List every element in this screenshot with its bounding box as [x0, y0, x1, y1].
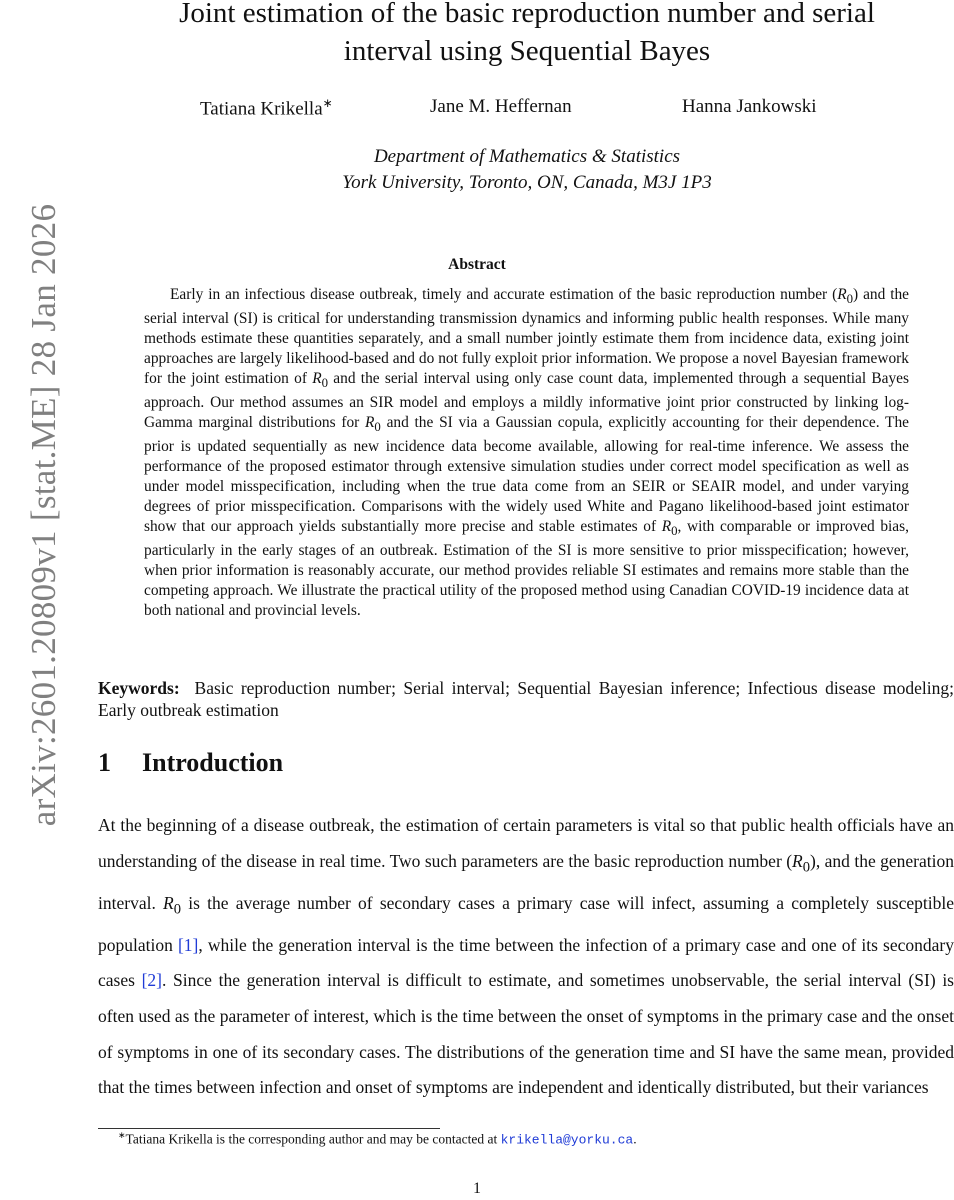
keywords-text: Basic reproduction number; Serial interval; Sequential Bayesian inference; Infectious disease modeling; Early outbreak estimation: [98, 678, 954, 720]
affiliation-line-2: York University, Toronto, ON, Canada, M3J 1P3: [342, 172, 712, 193]
section-number: 1: [98, 748, 111, 777]
citation-link-2[interactable]: [2]: [141, 970, 162, 991]
abstract-heading: Abstract: [448, 256, 506, 273]
section-title: Introduction: [142, 748, 284, 777]
paper-title: [120, 0, 934, 70]
section-heading-introduction: [98, 748, 283, 778]
keywords: [98, 677, 954, 721]
author-list: [0, 96, 954, 122]
affiliation-line-1: Department of Mathematics & Statistics: [373, 146, 681, 167]
page-number: 1: [473, 1180, 481, 1197]
citation-link-1[interactable]: [1]: [177, 934, 199, 955]
keywords-label: Keywords:: [98, 678, 180, 698]
affiliation: [120, 144, 934, 196]
author-footnote-mark: ∗: [322, 96, 333, 110]
author-1: Tatiana Krikella∗: [200, 96, 333, 120]
title-line-1: Joint estimation of the basic reproduction number and serial: [179, 0, 875, 29]
email-link[interactable]: krikella@yorku.ca: [500, 1132, 634, 1148]
introduction-paragraph: At the beginning of a disease outbreak, the estimation of certain parameters is vital so that public health officials have an understanding of the disease in real time. Two such parameters are the basic reproduction number $(R_0)$, and the generation interval. $R_0$ is the average number of secondary cases a primary case will infect, assuming a completely susceptible population [1], while the generation interval is the time between the infection of a primary case and one of its secondary cases [2]. Since the generation interval is difficult to estimate, and sometimes unobservable, the serial interval (SI) is often used as the parameter of interest, which is the time between the onset of symptoms in the primary case and the onset of symptoms in one of its secondary cases. The distributions of the generation time and SI have the same mean, provided that the times between infection and onset of symptoms are independent and identically distributed, but their variances: [98, 815, 954, 1098]
abstract-body: Early in an infectious disease outbreak, timely and accurate estimation of the basic reproduction number $(R_0)$ and the serial interval (SI) is critical for understanding transmission dynamics and informing public health responses. While many methods estimate these quantities separately, and a small number jointly estimate them from incidence data, existing joint approaches are largely likelihood-based and do not fully exploit prior information. We propose a novel Bayesian framework for the joint estimation of $R_0$ and the serial interval using only case count data, implemented through a sequential Bayes approach. Our method assumes an SIR model and employs a mildly informative joint prior constructed by linking log-Gamma marginal distributions for $R_0$ and the SI via a Gaussian copula, explicitly accounting for their dependence. The prior is updated sequentially as new incidence data become available, allowing for real-time inference. We assess the performance of the proposed estimator through extensive simulation studies under correct model specification as well as under model misspecification, including when the true data come from an SEIR or SEAIR model, and under varying degrees of prior misspecification. Comparisons with the widely used White and Pagano likelihood-based joint estimator show that our approach yields substantially more precise and stable estimates of $R_0$, with comparable or improved bias, particularly in the early stages of an outbreak. Estimation of the SI is more sensitive to prior misspecification; however, when prior information is reasonably accurate, our method provides reliable SI estimates and remains more stable than the competing approach. We illustrate the practical utility of the proposed method using Canadian COVID-19 incidence data at both national and provincial levels.: [144, 286, 909, 620]
title-line-2: interval using Sequential Bayes: [343, 35, 711, 67]
footnote-divider: [98, 1128, 440, 1129]
author-3: Hanna Jankowski: [682, 96, 817, 117]
arxiv-identifier-stamp: arXiv:2601.20809v1 [stat.ME] 28 Jan 2026: [24, 203, 63, 827]
author-2: Jane M. Heffernan: [430, 96, 572, 117]
footnote: ∗Tatiana Krikella is the corresponding author and may be contacted at krikella@yorku.ca.: [118, 1130, 637, 1148]
